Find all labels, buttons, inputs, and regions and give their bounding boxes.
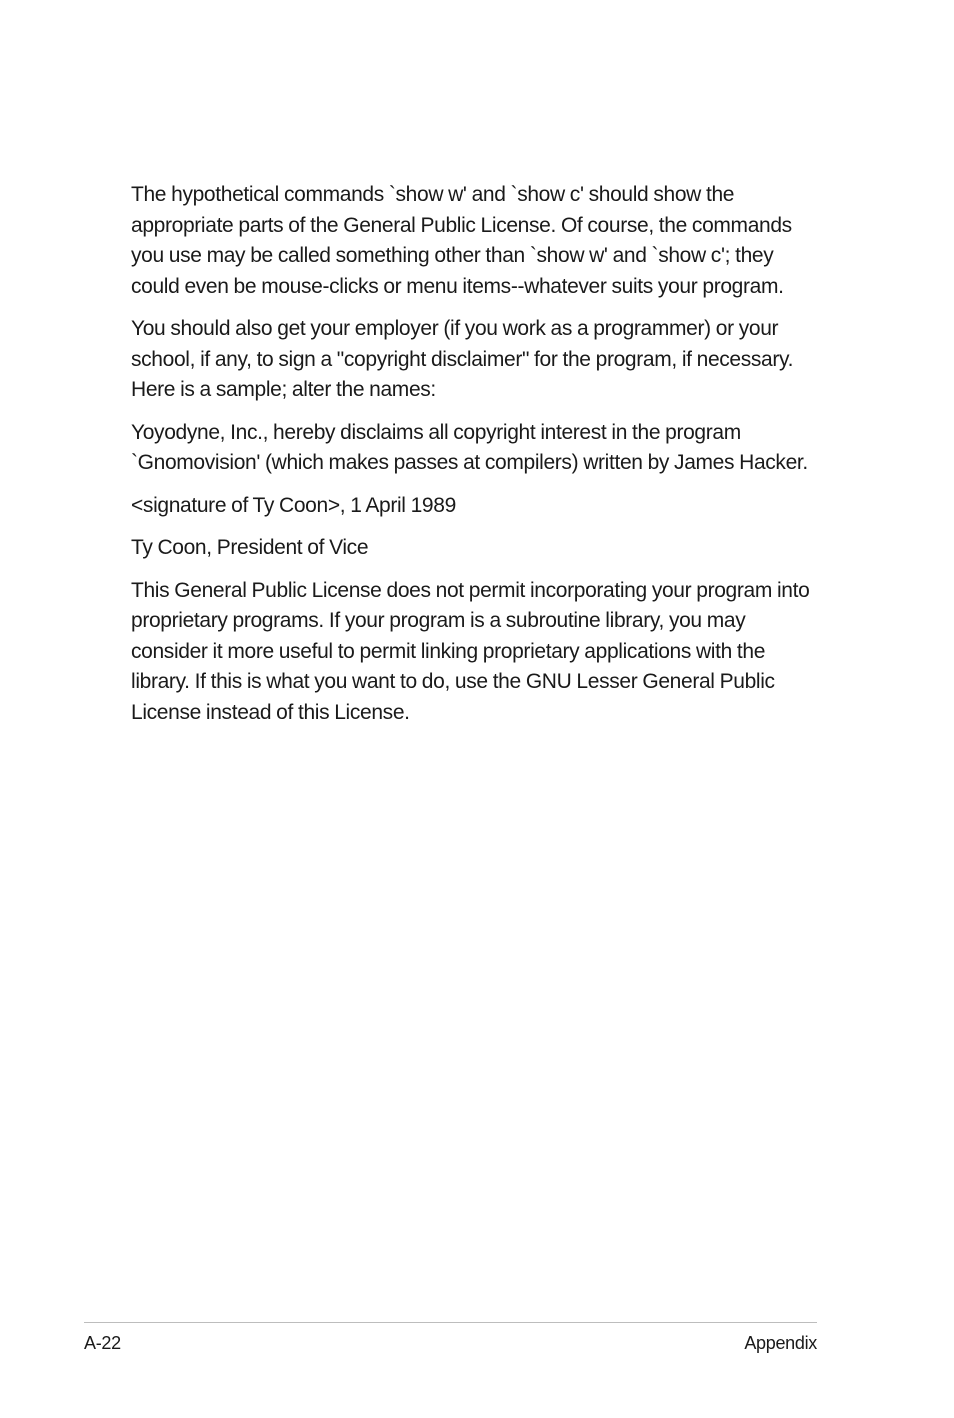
- page-body: [131, 180, 821, 740]
- paragraph-employer-disclaimer: You should also get your employer (if you work as a programmer) or your school, if any, to sign a "copyright disclaimer" for the program, if necessary. Here is a sample; alter the names:: [131, 317, 794, 401]
- paragraph-lesser-gpl-note: This General Public License does not permit incorporating your program into proprietary programs. If your program is a subroutine library, you may consider it more useful to permit linking proprietary applications with the library. If this is what you want to do, use the GNU Lesser General Public License instead of this License.: [131, 578, 810, 724]
- paragraph-signature: <signature of Ty Coon>, 1 April 1989: [131, 493, 456, 517]
- page-number: A-22: [84, 1333, 121, 1353]
- paragraph-signer-title: Ty Coon, President of Vice: [131, 536, 369, 559]
- footer-divider: [84, 1322, 817, 1323]
- footer-section-label: Appendix: [744, 1333, 817, 1353]
- paragraph-show-commands: The hypothetical commands `show w' and `show c' should show the appropriate parts of the General Public License. Of course, the commands you use may be called something other than `show w' and `show c'; they could even be mouse-clicks or menu items--whatever suits your program.: [131, 183, 792, 298]
- paragraph-sample-disclaimer: Yoyodyne, Inc., hereby disclaims all copyright interest in the program `Gnomovision' (which makes passes at compilers) written by James Hacker.: [131, 420, 808, 474]
